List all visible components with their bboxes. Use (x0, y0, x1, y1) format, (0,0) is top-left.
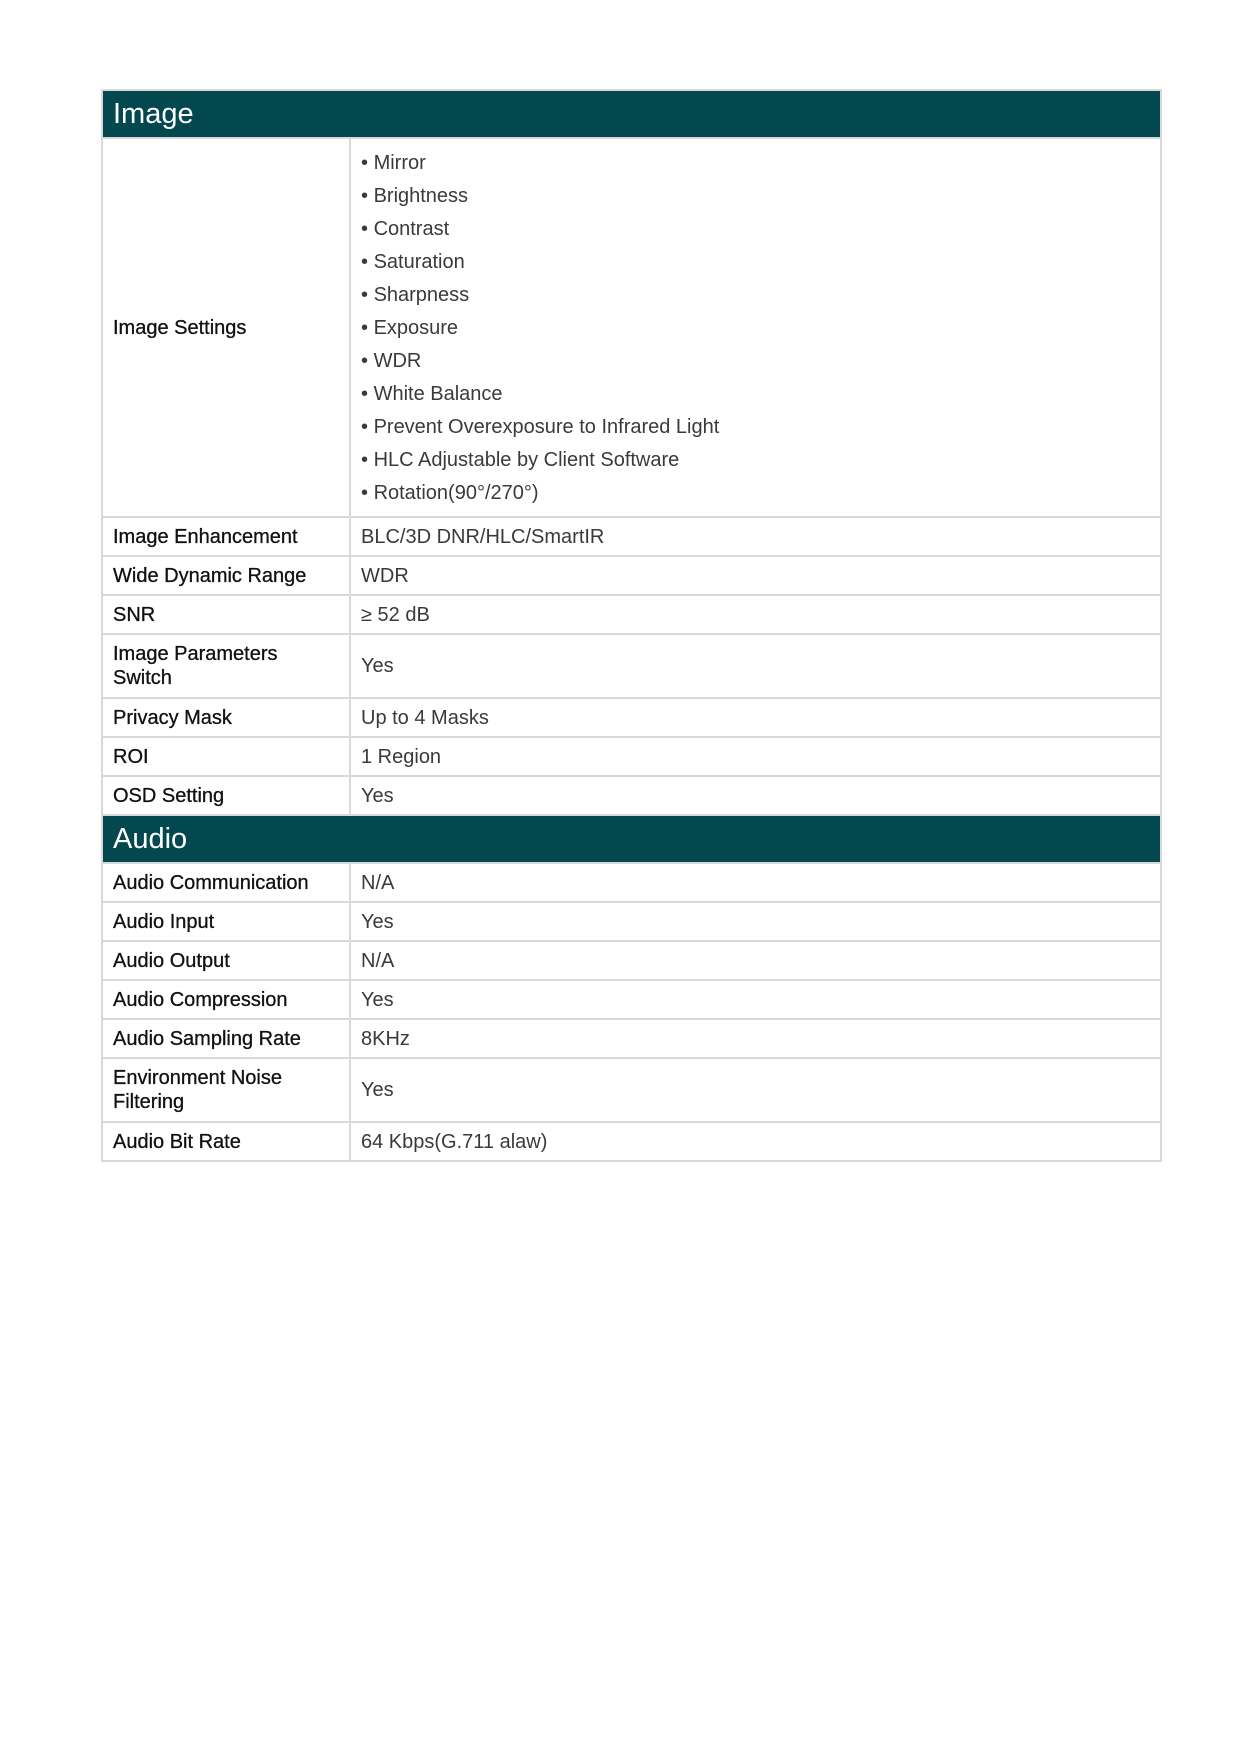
spec-label: Audio Input (102, 902, 350, 941)
spec-row (102, 698, 1161, 737)
spec-value: 1 Region (350, 737, 1161, 776)
spec-label: Image Parameters Switch (102, 634, 350, 698)
spec-row (102, 634, 1161, 698)
spec-row (102, 1019, 1161, 1058)
section-header-audio (102, 815, 1161, 863)
spec-value: WDR (350, 556, 1161, 595)
list-item: • Prevent Overexposure to Infrared Light (361, 411, 1150, 444)
spec-value: Yes (350, 776, 1161, 815)
spec-label: SNR (102, 595, 350, 634)
spec-value: 64 Kbps(G.711 alaw) (350, 1122, 1161, 1161)
spec-value: 8KHz (350, 1019, 1161, 1058)
spec-label: Audio Communication (102, 863, 350, 902)
list-item: • Brightness (361, 180, 1150, 213)
spec-value: Yes (350, 980, 1161, 1019)
list-item: • Contrast (361, 213, 1150, 246)
spec-row (102, 556, 1161, 595)
list-item: • Mirror (361, 147, 1150, 180)
spec-label: ROI (102, 737, 350, 776)
image-settings-list (361, 139, 1150, 516)
spec-value: N/A (350, 863, 1161, 902)
list-item: • White Balance (361, 378, 1150, 411)
spec-label: Privacy Mask (102, 698, 350, 737)
spec-row (102, 980, 1161, 1019)
section-title: Image (102, 90, 1161, 138)
spec-row-image-settings (102, 138, 1161, 517)
list-item: • Sharpness (361, 279, 1150, 312)
section-title: Audio (102, 815, 1161, 863)
spec-label: Image Settings (102, 138, 350, 517)
spec-row (102, 1058, 1161, 1122)
spec-row (102, 595, 1161, 634)
spec-row (102, 941, 1161, 980)
spec-label: OSD Setting (102, 776, 350, 815)
spec-label: Audio Output (102, 941, 350, 980)
spec-row (102, 902, 1161, 941)
spec-row (102, 1122, 1161, 1161)
spec-row (102, 863, 1161, 902)
list-item: • HLC Adjustable by Client Software (361, 444, 1150, 477)
spec-label: Audio Bit Rate (102, 1122, 350, 1161)
spec-row (102, 517, 1161, 556)
spec-label: Audio Sampling Rate (102, 1019, 350, 1058)
spec-value: Yes (350, 634, 1161, 698)
section-header-image (102, 90, 1161, 138)
spec-label: Image Enhancement (102, 517, 350, 556)
spec-label: Audio Compression (102, 980, 350, 1019)
spec-value: N/A (350, 941, 1161, 980)
spec-table (101, 89, 1162, 1162)
spec-value: BLC/3D DNR/HLC/SmartIR (350, 517, 1161, 556)
list-item: • Rotation(90°/270°) (361, 477, 1150, 510)
list-item: • WDR (361, 345, 1150, 378)
spec-row (102, 737, 1161, 776)
spec-label: Environment Noise Filtering (102, 1058, 350, 1122)
spec-value-list (350, 138, 1161, 517)
spec-value: Yes (350, 1058, 1161, 1122)
spec-value: ≥ 52 dB (350, 595, 1161, 634)
spec-row (102, 776, 1161, 815)
list-item: • Saturation (361, 246, 1150, 279)
spec-value: Yes (350, 902, 1161, 941)
spec-label: Wide Dynamic Range (102, 556, 350, 595)
spec-value: Up to 4 Masks (350, 698, 1161, 737)
list-item: • Exposure (361, 312, 1150, 345)
